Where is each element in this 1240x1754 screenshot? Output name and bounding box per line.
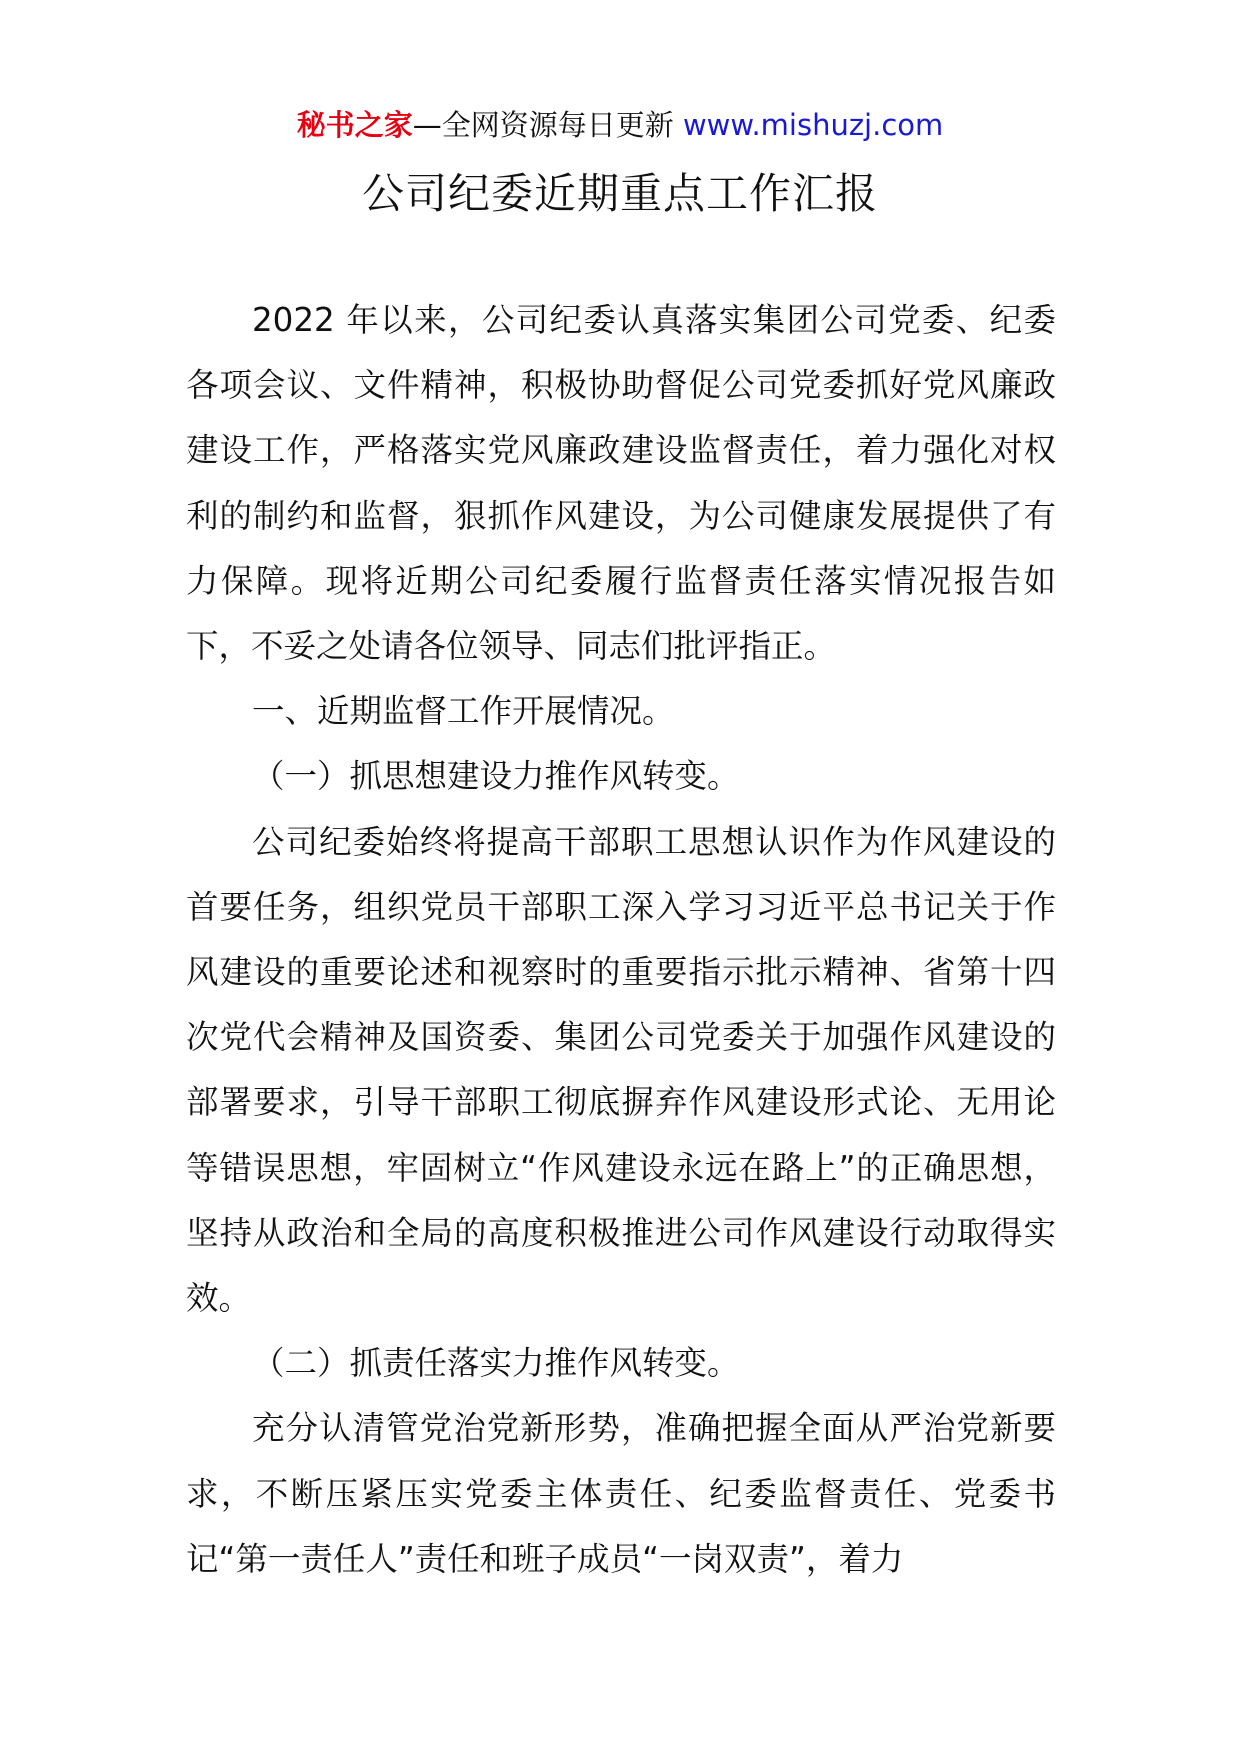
site-brand: 秘书之家	[296, 108, 413, 142]
document-title: 公司纪委近期重点工作汇报	[361, 169, 878, 218]
subsection-heading-2: （二）抓责任落实力推作风转变。	[252, 1344, 740, 1383]
site-header	[0, 103, 1240, 147]
paragraph-thought-building: 公司纪委始终将提高干部职工思想认识作为作风建设的首要任务，组织党员干部职工深入学习习近平总书记关于作风建设的重要论述和视察时的重要指示批示精神、省第十四次党代会精神及国资委、集团公司党委关于加强作风建设的部署要求，引导干部职工彻底摒弃作风建设形式论、无用论等错误思想，牢固树立“作风建设永远在路上”的正确思想，坚持从政治和全局的高度积极推进公司作风建设行动取得实效。	[186, 822, 1056, 1318]
paragraph-intro: 2022 年以来，公司纪委认真落实集团公司党委、纪委各项会议、文件精神，积极协助督促公司党委抓好党风廉政建设工作，严格落实党风廉政建设监督责任，着力强化对权利的制约和监督，狠抓作风建设，为公司健康发展提供了有力保障。现将近期公司纪委履行监督责任落实情况报告如下，不妥之处请各位领导、同志们批评指正。	[186, 301, 1056, 666]
subsection-heading-1: （一）抓思想建设力推作风转变。	[252, 757, 740, 796]
site-tagline: —全网资源每日更新	[412, 108, 683, 142]
site-url[interactable]: www.mishuzj.com	[682, 108, 944, 142]
paragraph-responsibility: 充分认清管党治党新形势，准确把握全面从严治党新要求，不断压紧压实党委主体责任、纪委监督责任、党委书记“第一责任人”责任和班子成员“一岗双责”，着力	[186, 1409, 1056, 1578]
document-body	[186, 288, 1056, 1592]
section-heading-1: 一、近期监督工作开展情况。	[252, 692, 675, 731]
